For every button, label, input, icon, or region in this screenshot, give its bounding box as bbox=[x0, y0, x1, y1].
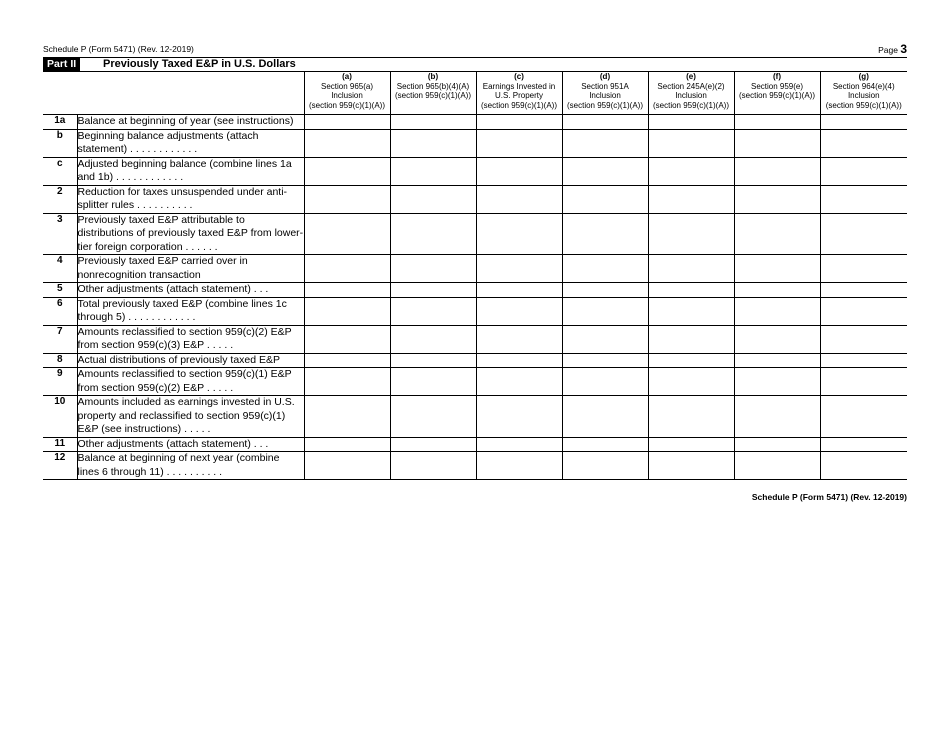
entry-cell-g[interactable] bbox=[820, 452, 907, 480]
line-description bbox=[77, 297, 304, 325]
entry-cell-e[interactable] bbox=[648, 185, 734, 213]
entry-cell-f[interactable] bbox=[734, 185, 820, 213]
column-g-header: (g) Section 964(e)(4) Inclusion (section 959(c)(1)(A)) bbox=[820, 72, 907, 115]
leader-dots: . . . . . . bbox=[182, 240, 218, 253]
leader-dots: . . . bbox=[250, 283, 269, 295]
entry-cell-a[interactable] bbox=[304, 255, 390, 283]
entry-cell-f[interactable] bbox=[734, 437, 820, 452]
entry-cell-e[interactable] bbox=[648, 213, 734, 255]
column-e-header: (e) Section 245A(e)(2) Inclusion (section 959(c)(1)(A)) bbox=[648, 72, 734, 115]
entry-cell-c[interactable] bbox=[476, 283, 562, 298]
leader-dots: . . . . . . . . . . bbox=[134, 199, 193, 211]
line-text: Beginning balance adjustments (attach statement) bbox=[77, 129, 259, 155]
entry-cell-c[interactable] bbox=[476, 129, 562, 157]
part-badge: Part II bbox=[43, 58, 80, 71]
entry-cell-a[interactable] bbox=[304, 129, 390, 157]
entry-cell-d[interactable] bbox=[562, 185, 648, 213]
entry-cell-b[interactable] bbox=[390, 213, 476, 255]
leader-dots: . . . . . . . . . . . . bbox=[113, 171, 184, 183]
page-header bbox=[43, 42, 907, 56]
entry-cell-f[interactable] bbox=[734, 396, 820, 438]
line-number: c bbox=[43, 157, 77, 185]
line-description bbox=[77, 129, 304, 157]
page-indicator bbox=[878, 42, 907, 56]
entry-cell-b[interactable] bbox=[390, 297, 476, 325]
entry-cell-a[interactable] bbox=[304, 297, 390, 325]
entry-cell-e[interactable] bbox=[648, 297, 734, 325]
entry-cell-d[interactable] bbox=[562, 437, 648, 452]
entry-cell-g[interactable] bbox=[820, 129, 907, 157]
entry-cell-a[interactable] bbox=[304, 452, 390, 480]
entry-cell-a[interactable] bbox=[304, 368, 390, 396]
entry-cell-e[interactable] bbox=[648, 368, 734, 396]
line-number: 11 bbox=[43, 437, 77, 452]
entry-cell-d[interactable] bbox=[562, 213, 648, 255]
entry-cell-e[interactable] bbox=[648, 325, 734, 353]
entry-cell-g[interactable] bbox=[820, 157, 907, 185]
entry-cell-b[interactable] bbox=[390, 115, 476, 130]
table-row bbox=[43, 396, 907, 438]
line-text: Amounts reclassified to section 959(c)(1) E&P from section 959(c)(2) E&P bbox=[77, 368, 292, 394]
entry-cell-c[interactable] bbox=[476, 157, 562, 185]
line-number: 2 bbox=[43, 185, 77, 213]
entry-cell-e[interactable] bbox=[648, 452, 734, 480]
entry-cell-g[interactable] bbox=[820, 283, 907, 298]
page-label: Page bbox=[878, 45, 898, 55]
entry-cell-c[interactable] bbox=[476, 452, 562, 480]
entry-cell-a[interactable] bbox=[304, 213, 390, 255]
line-text: Previously taxed E&P attributable to distributions of previously taxed E&P from lower-tier foreign corporation bbox=[77, 213, 304, 253]
entry-cell-a[interactable] bbox=[304, 185, 390, 213]
entry-cell-f[interactable] bbox=[734, 213, 820, 255]
entry-cell-c[interactable] bbox=[476, 185, 562, 213]
entry-cell-e[interactable] bbox=[648, 396, 734, 438]
entry-cell-d[interactable] bbox=[562, 255, 648, 283]
line-number: 3 bbox=[43, 213, 77, 255]
entry-cell-d[interactable] bbox=[562, 283, 648, 298]
entry-cell-g[interactable] bbox=[820, 255, 907, 283]
entry-cell-b[interactable] bbox=[390, 129, 476, 157]
entry-cell-d[interactable] bbox=[562, 452, 648, 480]
entry-cell-g[interactable] bbox=[820, 213, 907, 255]
line-description bbox=[77, 353, 304, 368]
entry-cell-f[interactable] bbox=[734, 325, 820, 353]
entry-cell-c[interactable] bbox=[476, 325, 562, 353]
entry-cell-d[interactable] bbox=[562, 353, 648, 368]
line-description bbox=[77, 157, 304, 185]
entry-cell-d[interactable] bbox=[562, 396, 648, 438]
entry-cell-b[interactable] bbox=[390, 353, 476, 368]
table-row bbox=[43, 452, 907, 480]
leader-dots: . . . bbox=[250, 437, 269, 450]
page-number: 3 bbox=[900, 42, 907, 56]
entry-cell-g[interactable] bbox=[820, 437, 907, 452]
line-number: 8 bbox=[43, 353, 77, 368]
entry-cell-e[interactable] bbox=[648, 157, 734, 185]
entry-cell-c[interactable] bbox=[476, 368, 562, 396]
line-description bbox=[77, 115, 304, 130]
entry-cell-f[interactable] bbox=[734, 283, 820, 298]
table-row bbox=[43, 129, 907, 157]
line-description bbox=[77, 255, 304, 283]
entry-cell-a[interactable] bbox=[304, 283, 390, 298]
line-text: Amounts reclassified to section 959(c)(2) E&P from section 959(c)(3) E&P bbox=[77, 325, 292, 351]
line-description bbox=[77, 396, 304, 438]
line-text: Previously taxed E&P carried over in nonrecognition transaction bbox=[77, 255, 248, 281]
entry-cell-e[interactable] bbox=[648, 353, 734, 368]
line-description bbox=[77, 213, 304, 255]
table-row bbox=[43, 255, 907, 283]
entry-cell-b[interactable] bbox=[390, 368, 476, 396]
entry-cell-a[interactable] bbox=[304, 157, 390, 185]
part-title: Previously Taxed E&P in U.S. Dollars bbox=[103, 58, 296, 70]
entry-cell-g[interactable] bbox=[820, 396, 907, 438]
column-header-row bbox=[43, 72, 907, 115]
line-description bbox=[77, 185, 304, 213]
line-number: 4 bbox=[43, 255, 77, 283]
entry-cell-b[interactable] bbox=[390, 185, 476, 213]
entry-cell-b[interactable] bbox=[390, 157, 476, 185]
entry-cell-g[interactable] bbox=[820, 368, 907, 396]
table-row bbox=[43, 325, 907, 353]
header-blank bbox=[43, 72, 304, 115]
part-header bbox=[43, 58, 907, 71]
entry-cell-a[interactable] bbox=[304, 325, 390, 353]
entry-cell-e[interactable] bbox=[648, 255, 734, 283]
entry-cell-c[interactable] bbox=[476, 297, 562, 325]
line-number: 12 bbox=[43, 452, 77, 480]
line-text: Adjusted beginning balance (combine lines 1a and 1b) bbox=[77, 157, 292, 183]
line-number: b bbox=[43, 129, 77, 157]
line-text: Reduction for taxes unsuspended under anti-splitter rules bbox=[77, 185, 288, 211]
schedule-table bbox=[43, 71, 907, 480]
entry-cell-g[interactable] bbox=[820, 115, 907, 130]
entry-cell-a[interactable] bbox=[304, 396, 390, 438]
entry-cell-d[interactable] bbox=[562, 368, 648, 396]
line-text: Actual distributions of previously taxed E&P bbox=[77, 353, 281, 366]
line-text: Balance at beginning of year (see instructions) bbox=[77, 115, 294, 127]
column-b-header: (b) Section 965(b)(4)(A) (section 959(c)(1)(A)) bbox=[390, 72, 476, 115]
table-row bbox=[43, 157, 907, 185]
entry-cell-b[interactable] bbox=[390, 396, 476, 438]
table-row bbox=[43, 353, 907, 368]
entry-cell-g[interactable] bbox=[820, 297, 907, 325]
line-text: Other adjustments (attach statement) bbox=[77, 437, 251, 450]
entry-cell-d[interactable] bbox=[562, 325, 648, 353]
table-row bbox=[43, 115, 907, 130]
entry-cell-d[interactable] bbox=[562, 129, 648, 157]
entry-cell-c[interactable] bbox=[476, 115, 562, 130]
entry-cell-c[interactable] bbox=[476, 213, 562, 255]
table-row bbox=[43, 297, 907, 325]
table-row bbox=[43, 437, 907, 452]
entry-cell-a[interactable] bbox=[304, 353, 390, 368]
entry-cell-d[interactable] bbox=[562, 157, 648, 185]
table-row bbox=[43, 213, 907, 255]
form-id: Schedule P (Form 5471) (Rev. 12-2019) bbox=[43, 44, 194, 54]
line-description bbox=[77, 283, 304, 298]
line-number: 6 bbox=[43, 297, 77, 325]
line-number: 1a bbox=[43, 115, 77, 130]
column-c-header: (c) Earnings Invested in U.S. Property (section 959(c)(1)(A)) bbox=[476, 72, 562, 115]
entry-cell-g[interactable] bbox=[820, 325, 907, 353]
leader-dots: . . . . . . . . . . bbox=[163, 465, 223, 478]
line-number: 7 bbox=[43, 325, 77, 353]
line-number: 10 bbox=[43, 396, 77, 438]
entry-cell-a[interactable] bbox=[304, 437, 390, 452]
entry-cell-c[interactable] bbox=[476, 353, 562, 368]
line-description bbox=[77, 368, 304, 396]
entry-cell-f[interactable] bbox=[734, 297, 820, 325]
entry-cell-c[interactable] bbox=[476, 396, 562, 438]
column-d-header: (d) Section 951A Inclusion (section 959(c)(1)(A)) bbox=[562, 72, 648, 115]
entry-cell-g[interactable] bbox=[820, 353, 907, 368]
line-description bbox=[77, 452, 304, 480]
leader-dots: . . . . . bbox=[203, 381, 234, 394]
entry-cell-f[interactable] bbox=[734, 255, 820, 283]
leader-dots: . . . . . . . . . . . . bbox=[127, 143, 198, 155]
entry-cell-e[interactable] bbox=[648, 115, 734, 130]
line-text: Amounts included as earnings invested in U.S. property and reclassified to section 959(c)(1) E&P (see instructions) bbox=[77, 396, 295, 435]
leader-dots: . . . . . . . . . . . . bbox=[125, 311, 196, 323]
entry-cell-b[interactable] bbox=[390, 452, 476, 480]
line-description bbox=[77, 325, 304, 353]
entry-cell-f[interactable] bbox=[734, 452, 820, 480]
entry-cell-c[interactable] bbox=[476, 437, 562, 452]
entry-cell-c[interactable] bbox=[476, 255, 562, 283]
entry-cell-e[interactable] bbox=[648, 129, 734, 157]
leader-dots: . . . . . bbox=[181, 423, 211, 435]
column-f-header: (f) Section 959(e) (section 959(c)(1)(A)) bbox=[734, 72, 820, 115]
entry-cell-f[interactable] bbox=[734, 129, 820, 157]
entry-cell-b[interactable] bbox=[390, 255, 476, 283]
entry-cell-f[interactable] bbox=[734, 353, 820, 368]
entry-cell-f[interactable] bbox=[734, 368, 820, 396]
line-number: 9 bbox=[43, 368, 77, 396]
entry-cell-f[interactable] bbox=[734, 115, 820, 130]
entry-cell-e[interactable] bbox=[648, 283, 734, 298]
column-a-header: (a) Section 965(a) Inclusion (section 959(c)(1)(A)) bbox=[304, 72, 390, 115]
table-row bbox=[43, 368, 907, 396]
table-row bbox=[43, 185, 907, 213]
entry-cell-d[interactable] bbox=[562, 297, 648, 325]
entry-cell-b[interactable] bbox=[390, 283, 476, 298]
entry-cell-g[interactable] bbox=[820, 185, 907, 213]
footer-form-id: Schedule P (Form 5471) (Rev. 12-2019) bbox=[751, 492, 907, 502]
entry-cell-b[interactable] bbox=[390, 325, 476, 353]
entry-cell-e[interactable] bbox=[648, 437, 734, 452]
line-number: 5 bbox=[43, 283, 77, 298]
line-text: Balance at beginning of next year (combine lines 6 through 11) bbox=[77, 452, 280, 478]
entry-cell-a[interactable] bbox=[304, 115, 390, 130]
entry-cell-d[interactable] bbox=[562, 115, 648, 130]
line-text: Other adjustments (attach statement) bbox=[77, 283, 251, 295]
entry-cell-b[interactable] bbox=[390, 437, 476, 452]
entry-cell-f[interactable] bbox=[734, 157, 820, 185]
line-description bbox=[77, 437, 304, 452]
line-text: Total previously taxed E&P (combine lines 1c through 5) bbox=[77, 297, 287, 323]
table-row bbox=[43, 283, 907, 298]
leader-dots: . . . . . bbox=[203, 339, 234, 351]
